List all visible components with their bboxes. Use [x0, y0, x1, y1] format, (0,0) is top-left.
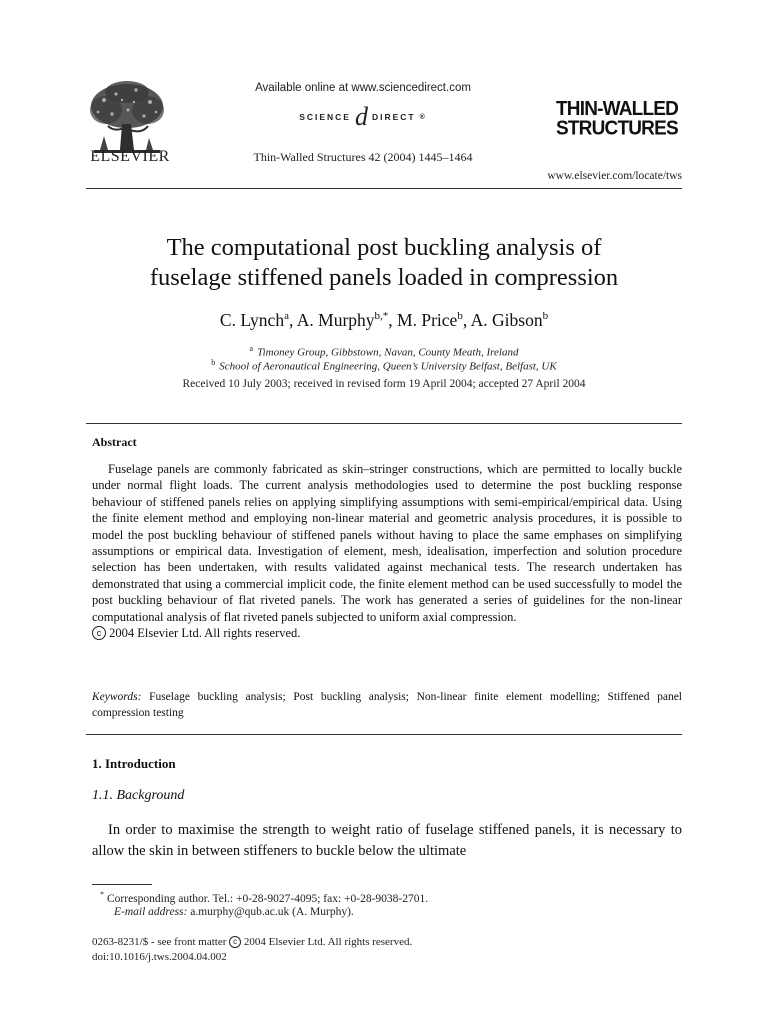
sciencedirect-logo [262, 102, 462, 132]
copyright-icon: c [229, 936, 241, 948]
issn-line: 0263-8231/$ - see front matter c 2004 Elsevier Ltd. All rights reserved. [92, 936, 413, 948]
front-matter [92, 935, 412, 965]
sd-right-word: DIRECT [371, 112, 416, 122]
corresponding-author-note: * Corresponding author. Tel.: +0-28-9027-4095; fax: +0-28-9038-2701. [100, 890, 429, 905]
abstract-text: Fuselage panels are commonly fabricated as skin–stringer constructions, which are permitted to locally buckle under normal flight loads. The current analysis methodologies used to determine the post buckling response behaviour of stiffened panels relies on applying simplifying assumptions with semi-empirical/empirical data. Using the finite element method and employing non-linear material and geometric analysis procedures, it is possible to model the post buckling behaviour of stiffened panels without having to place the same emphases on simplifying assumptions or empirical data. Investigation of element, mesh, idealisation, imperfection and solution procedure selection has been undertaken, with results validated against mechanical tests. The research undertaken has demonstrated that using a commercial implicit code, the finite element method can be used successfully to model the post buckling behaviour of flat riveted panels. The work has generated a series of guidelines for the non-linear computational analysis of flat riveted panels subjected to uniform axial compression. [92, 462, 682, 624]
article-title [86, 233, 682, 293]
author: A. Murphy$^{b,*}$, [296, 310, 398, 330]
available-online-text: Available online at www.sciencedirect.com [255, 82, 471, 94]
abstract-body [92, 461, 682, 641]
abstract-copyright: c 2004 Elsevier Ltd. All rights reserved. [92, 625, 682, 641]
copyright-icon: c [92, 626, 106, 640]
publisher-name: ELSEVIER [90, 148, 170, 165]
abstract-heading: Abstract [92, 435, 137, 449]
email-label: E-mail address: [114, 906, 188, 918]
abstract-top-rule [86, 423, 682, 424]
journal-url[interactable]: www.elsevier.com/locate/tws [547, 170, 682, 182]
footnote-mark: * [100, 890, 104, 899]
keywords-label: Keywords: [92, 691, 142, 703]
journal-citation: Thin-Walled Structures 42 (2004) 1445–1464 [253, 150, 473, 164]
intro-paragraph [92, 820, 682, 861]
journal-logo-line2: STRUCTURES [556, 117, 678, 140]
journal-logo [556, 97, 692, 140]
sd-d-mark-icon: d [354, 102, 368, 131]
author: C. Lynch$^a$, [219, 310, 297, 330]
header-rule [86, 188, 682, 189]
keywords-text: Fuselage buckling analysis; Post buckling analysis; Non-linear finite element modelling; Stiffened panel compression testing [92, 691, 682, 719]
sd-left-word: SCIENCE [299, 112, 351, 122]
title-line-2: fuselage stiffened panels loaded in compression [149, 264, 619, 291]
author: M. Price$^b$, [397, 310, 471, 330]
journal-logo-line1: THIN-WALLED [556, 97, 679, 121]
affiliation-a: $^a$ Timoney Group, Gibbstown, Navan, County Meath, Ireland [249, 344, 519, 359]
author-list [86, 310, 682, 331]
title-line-1: The computational post buckling analysis of [166, 234, 602, 261]
email-address[interactable]: a.murphy@qub.ac.uk (A. Murphy). [190, 906, 354, 918]
footnote-rule [92, 884, 152, 885]
doi-line[interactable]: doi:10.1016/j.tws.2004.04.002 [92, 951, 227, 963]
sd-registered-mark: ® [419, 113, 425, 121]
elsevier-tree-icon [84, 80, 170, 158]
abstract-bottom-rule [86, 734, 682, 735]
affiliation-b: $^b$ School of Aeronautical Engineering, Queen’s University Belfast, Belfast, UK [211, 358, 557, 373]
intro-text: In order to maximise the strength to weight ratio of fuselage stiffened panels, it is necessary to allow the skin in between stiffeners to buckle below the ultimate [92, 822, 682, 859]
email-note [114, 906, 354, 918]
received-dates: Received 10 July 2003; received in revised form 19 April 2004; accepted 27 April 2004 [182, 378, 586, 390]
section-heading: 1. Introduction [92, 756, 176, 771]
keywords [92, 689, 682, 721]
author: A. Gibson$^b$ [470, 310, 549, 330]
subsection-heading: 1.1. Background [92, 788, 185, 803]
